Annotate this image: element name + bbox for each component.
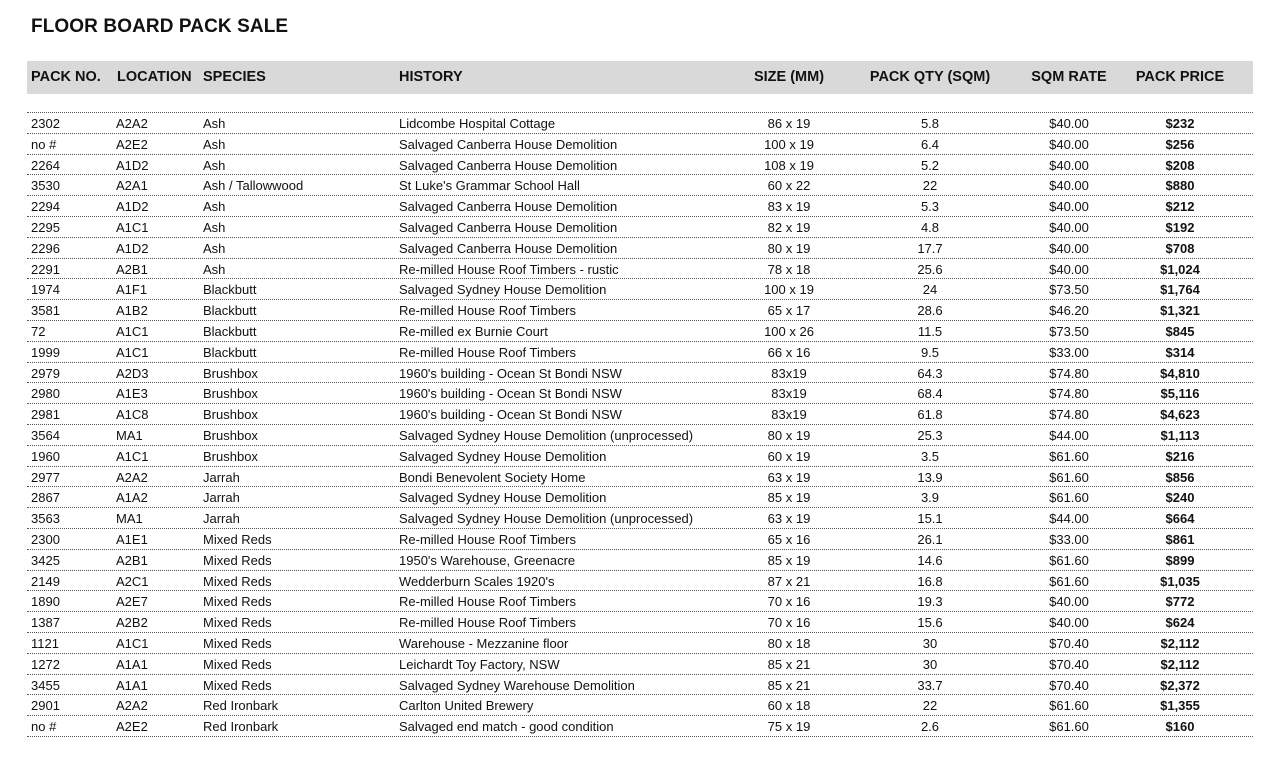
cell-size: 100 x 26 bbox=[764, 323, 814, 339]
cell-pack-price: $160 bbox=[1165, 719, 1195, 735]
cell-pack-no: 2291 bbox=[31, 261, 60, 277]
header-location: LOCATION bbox=[117, 69, 192, 85]
cell-species: Ash bbox=[203, 261, 226, 277]
cell-sqm-rate: $44.00 bbox=[1049, 511, 1089, 527]
cell-history: Re-milled House Roof Timbers - rustic bbox=[399, 261, 619, 277]
table-row bbox=[27, 675, 1253, 696]
cell-pack-no: 3564 bbox=[31, 427, 60, 443]
cell-species: Mixed Reds bbox=[203, 677, 272, 693]
cell-sqm-rate: $61.60 bbox=[1049, 719, 1089, 735]
cell-location: A1A1 bbox=[116, 656, 148, 672]
cell-species: Mixed Reds bbox=[203, 552, 272, 568]
cell-pack-price: $2,112 bbox=[1160, 635, 1200, 651]
cell-species: Jarrah bbox=[203, 511, 240, 527]
table-row bbox=[27, 217, 1253, 238]
cell-history: Salvaged Sydney Warehouse Demolition bbox=[399, 677, 635, 693]
cell-sqm-rate: $70.40 bbox=[1049, 635, 1089, 651]
cell-pack-price: $845 bbox=[1165, 323, 1195, 339]
table-row bbox=[27, 279, 1253, 300]
cell-location: A1B2 bbox=[116, 303, 148, 319]
cell-sqm-rate: $33.00 bbox=[1049, 531, 1089, 547]
cell-pack-qty: 15.1 bbox=[917, 511, 943, 527]
cell-sqm-rate: $61.60 bbox=[1049, 469, 1089, 485]
table-row bbox=[27, 591, 1253, 612]
header-pack-no: PACK NO. bbox=[31, 69, 101, 85]
cell-location: MA1 bbox=[116, 511, 143, 527]
cell-pack-price: $4,810 bbox=[1160, 365, 1200, 381]
cell-pack-no: 2979 bbox=[31, 365, 60, 381]
table-row bbox=[27, 175, 1253, 196]
cell-history: 1960's building - Ocean St Bondi NSW bbox=[399, 365, 622, 381]
table-row bbox=[27, 404, 1253, 425]
cell-size: 100 x 19 bbox=[764, 136, 814, 152]
cell-sqm-rate: $46.20 bbox=[1049, 303, 1089, 319]
table-header bbox=[27, 61, 1253, 94]
table-row bbox=[27, 342, 1253, 363]
cell-history: 1960's building - Ocean St Bondi NSW bbox=[399, 407, 622, 423]
cell-pack-no: 1387 bbox=[31, 615, 60, 631]
cell-history: Salvaged Canberra House Demolition bbox=[399, 199, 618, 215]
cell-pack-no: 3455 bbox=[31, 677, 60, 693]
cell-location: A2D3 bbox=[116, 365, 149, 381]
cell-pack-qty: 9.5 bbox=[920, 344, 940, 360]
table-row bbox=[27, 425, 1253, 446]
cell-pack-no: 2296 bbox=[31, 240, 60, 256]
cell-sqm-rate: $61.60 bbox=[1049, 448, 1089, 464]
cell-pack-no: 2977 bbox=[31, 469, 60, 485]
table-body bbox=[27, 112, 1253, 737]
table-row bbox=[27, 383, 1253, 404]
cell-pack-price: $1,024 bbox=[1160, 261, 1200, 277]
cell-location: A2B1 bbox=[116, 552, 148, 568]
cell-pack-qty: 5.8 bbox=[920, 116, 940, 131]
cell-size: 60 x 22 bbox=[767, 178, 811, 194]
table-row bbox=[27, 695, 1253, 716]
cell-pack-qty: 17.7 bbox=[917, 240, 943, 256]
cell-pack-qty: 25.3 bbox=[917, 427, 943, 443]
cell-pack-no: 1960 bbox=[31, 448, 60, 464]
cell-location: A1C1 bbox=[116, 323, 149, 339]
cell-species: Mixed Reds bbox=[203, 531, 272, 547]
cell-pack-no: 2264 bbox=[31, 157, 60, 173]
cell-pack-qty: 4.8 bbox=[920, 219, 940, 235]
table-row bbox=[27, 467, 1253, 488]
table-row bbox=[27, 363, 1253, 384]
cell-sqm-rate: $61.60 bbox=[1049, 698, 1089, 714]
cell-history: Salvaged Canberra House Demolition bbox=[399, 157, 618, 173]
cell-pack-qty: 61.8 bbox=[917, 407, 943, 423]
cell-location: A1C1 bbox=[116, 448, 149, 464]
cell-pack-price: $1,764 bbox=[1160, 282, 1200, 298]
cell-species: Ash bbox=[203, 219, 226, 235]
cell-pack-no: no # bbox=[31, 136, 57, 152]
cell-species: Jarrah bbox=[203, 490, 240, 506]
cell-species: Brushbox bbox=[203, 427, 258, 443]
cell-history: Salvaged Canberra House Demolition bbox=[399, 136, 618, 152]
cell-history: Salvaged Sydney House Demolition bbox=[399, 448, 607, 464]
cell-pack-qty: 16.8 bbox=[917, 573, 943, 589]
cell-pack-no: 1272 bbox=[31, 656, 60, 672]
cell-sqm-rate: $61.60 bbox=[1049, 573, 1089, 589]
cell-size: 70 x 16 bbox=[767, 615, 811, 631]
header-species: SPECIES bbox=[203, 69, 266, 85]
table-row bbox=[27, 134, 1253, 155]
cell-size: 70 x 16 bbox=[767, 594, 811, 610]
cell-pack-price: $256 bbox=[1165, 136, 1195, 152]
cell-location: A1D2 bbox=[116, 240, 149, 256]
cell-history: St Luke's Grammar School Hall bbox=[399, 178, 580, 194]
cell-size: 80 x 19 bbox=[767, 427, 811, 443]
cell-pack-no: 1121 bbox=[31, 635, 59, 651]
cell-species: Mixed Reds bbox=[203, 656, 272, 672]
cell-history: Salvaged Canberra House Demolition bbox=[399, 219, 618, 235]
cell-species: Brushbox bbox=[203, 407, 258, 423]
cell-pack-qty: 68.4 bbox=[917, 386, 943, 402]
cell-sqm-rate: $40.00 bbox=[1049, 219, 1089, 235]
cell-pack-qty: 22 bbox=[922, 178, 938, 194]
cell-pack-price: $240 bbox=[1165, 490, 1195, 506]
cell-pack-price: $1,355 bbox=[1160, 698, 1200, 714]
cell-sqm-rate: $70.40 bbox=[1049, 677, 1089, 693]
cell-sqm-rate: $73.50 bbox=[1049, 323, 1089, 339]
cell-sqm-rate: $74.80 bbox=[1049, 386, 1089, 402]
cell-pack-price: $314 bbox=[1165, 344, 1195, 360]
table-row bbox=[27, 654, 1253, 675]
cell-species: Ash bbox=[203, 240, 226, 256]
cell-pack-no: 3425 bbox=[31, 552, 60, 568]
cell-pack-qty: 33.7 bbox=[917, 677, 943, 693]
cell-sqm-rate: $61.60 bbox=[1049, 552, 1089, 568]
cell-history: Re-milled House Roof Timbers bbox=[399, 594, 577, 610]
cell-size: 83x19 bbox=[771, 386, 807, 402]
cell-species: Mixed Reds bbox=[203, 635, 272, 651]
cell-history: Salvaged Sydney House Demolition bbox=[399, 282, 607, 298]
cell-location: A2A2 bbox=[116, 116, 148, 131]
cell-pack-price: $624 bbox=[1165, 615, 1195, 631]
cell-pack-price: $1,321 bbox=[1160, 303, 1200, 319]
cell-pack-no: 2295 bbox=[31, 219, 60, 235]
cell-pack-price: $2,372 bbox=[1160, 677, 1200, 693]
cell-sqm-rate: $40.00 bbox=[1049, 116, 1089, 131]
cell-size: 60 x 18 bbox=[767, 698, 811, 714]
cell-size: 63 x 19 bbox=[767, 469, 811, 485]
cell-pack-price: $664 bbox=[1165, 511, 1195, 527]
cell-species: Blackbutt bbox=[203, 282, 257, 298]
table-row bbox=[27, 716, 1253, 737]
cell-species: Brushbox bbox=[203, 386, 258, 402]
cell-pack-no: 1999 bbox=[31, 344, 60, 360]
cell-location: A1C8 bbox=[116, 407, 149, 423]
table-row bbox=[27, 571, 1253, 592]
cell-pack-no: 3530 bbox=[31, 178, 60, 194]
cell-sqm-rate: $33.00 bbox=[1049, 344, 1089, 360]
cell-sqm-rate: $74.80 bbox=[1049, 365, 1089, 381]
cell-location: A2C1 bbox=[116, 573, 149, 589]
cell-location: A1D2 bbox=[116, 157, 149, 173]
cell-pack-qty: 25.6 bbox=[917, 261, 943, 277]
cell-species: Mixed Reds bbox=[203, 615, 272, 631]
cell-pack-no: 2981 bbox=[31, 407, 60, 423]
cell-sqm-rate: $40.00 bbox=[1049, 178, 1089, 194]
cell-size: 85 x 19 bbox=[767, 490, 811, 506]
cell-pack-price: $856 bbox=[1165, 469, 1195, 485]
cell-location: A1F1 bbox=[116, 282, 148, 298]
cell-history: Carlton United Brewery bbox=[399, 698, 534, 714]
cell-species: Brushbox bbox=[203, 365, 258, 381]
cell-sqm-rate: $40.00 bbox=[1049, 261, 1089, 277]
cell-location: A1C1 bbox=[116, 219, 149, 235]
cell-location: A2E7 bbox=[116, 594, 148, 610]
cell-history: Salvaged Canberra House Demolition bbox=[399, 240, 618, 256]
cell-size: 83x19 bbox=[771, 407, 807, 423]
cell-history: Salvaged end match - good condition bbox=[399, 719, 614, 735]
cell-size: 87 x 21 bbox=[767, 573, 811, 589]
cell-history: Re-milled ex Burnie Court bbox=[399, 323, 548, 339]
cell-pack-price: $2,112 bbox=[1160, 656, 1200, 672]
cell-pack-price: $861 bbox=[1165, 531, 1195, 547]
cell-location: A1E1 bbox=[116, 531, 148, 547]
table-row bbox=[27, 259, 1253, 280]
cell-pack-price: $772 bbox=[1165, 594, 1195, 610]
cell-sqm-rate: $74.80 bbox=[1049, 407, 1089, 423]
cell-species: Blackbutt bbox=[203, 323, 257, 339]
header-sqm-rate: SQM RATE bbox=[1031, 69, 1107, 85]
cell-sqm-rate: $73.50 bbox=[1049, 282, 1089, 298]
cell-history: Lidcombe Hospital Cottage bbox=[399, 116, 556, 131]
cell-location: A1A2 bbox=[116, 490, 148, 506]
cell-pack-no: 3563 bbox=[31, 511, 60, 527]
cell-location: A2E2 bbox=[116, 136, 148, 152]
cell-history: Re-milled House Roof Timbers bbox=[399, 344, 577, 360]
cell-pack-price: $899 bbox=[1165, 552, 1195, 568]
table-row bbox=[27, 196, 1253, 217]
cell-pack-price: $4,623 bbox=[1160, 407, 1200, 423]
cell-pack-price: $1,113 bbox=[1160, 427, 1200, 443]
cell-history: Bondi Benevolent Society Home bbox=[399, 469, 586, 485]
table-row bbox=[27, 508, 1253, 529]
cell-sqm-rate: $44.00 bbox=[1049, 427, 1089, 443]
cell-size: 66 x 16 bbox=[767, 344, 811, 360]
cell-pack-price: $208 bbox=[1165, 157, 1195, 173]
cell-pack-price: $216 bbox=[1165, 448, 1195, 464]
cell-size: 78 x 18 bbox=[767, 261, 811, 277]
cell-location: A1D2 bbox=[116, 199, 149, 215]
cell-location: MA1 bbox=[116, 427, 143, 443]
cell-history: Re-milled House Roof Timbers bbox=[399, 303, 577, 319]
cell-pack-price: $708 bbox=[1165, 240, 1195, 256]
table-row bbox=[27, 446, 1253, 467]
cell-sqm-rate: $40.00 bbox=[1049, 157, 1089, 173]
cell-size: 108 x 19 bbox=[764, 157, 814, 173]
cell-history: 1950's Warehouse, Greenacre bbox=[399, 552, 576, 568]
cell-pack-qty: 13.9 bbox=[917, 469, 943, 485]
cell-location: A2B1 bbox=[116, 261, 148, 277]
cell-size: 82 x 19 bbox=[767, 219, 811, 235]
cell-species: Mixed Reds bbox=[203, 594, 272, 610]
cell-pack-qty: 26.1 bbox=[917, 531, 943, 547]
cell-species: Red Ironbark bbox=[203, 719, 279, 735]
cell-size: 80 x 19 bbox=[767, 240, 811, 256]
cell-pack-qty: 3.9 bbox=[920, 490, 940, 506]
cell-pack-no: 2867 bbox=[31, 490, 60, 506]
cell-pack-price: $232 bbox=[1165, 116, 1195, 131]
cell-pack-no: 72 bbox=[31, 323, 46, 339]
cell-pack-qty: 30 bbox=[922, 635, 938, 651]
cell-history: Salvaged Sydney House Demolition bbox=[399, 490, 607, 506]
cell-pack-qty: 30 bbox=[922, 656, 938, 672]
cell-location: A1A1 bbox=[116, 677, 148, 693]
header-pack-price: PACK PRICE bbox=[1135, 69, 1225, 85]
table-row bbox=[27, 487, 1253, 508]
cell-history: Warehouse - Mezzanine floor bbox=[399, 635, 569, 651]
cell-pack-no: 2294 bbox=[31, 199, 60, 215]
cell-species: Ash / Tallowwood bbox=[203, 178, 304, 194]
cell-history: Salvaged Sydney House Demolition (unprocessed) bbox=[399, 427, 694, 443]
cell-sqm-rate: $40.00 bbox=[1049, 594, 1089, 610]
header-pack-qty: PACK QTY (SQM) bbox=[869, 69, 991, 85]
cell-location: A2B2 bbox=[116, 615, 148, 631]
cell-size: 63 x 19 bbox=[767, 511, 811, 527]
cell-pack-qty: 64.3 bbox=[917, 365, 943, 381]
header-history: HISTORY bbox=[399, 69, 463, 85]
cell-species: Brushbox bbox=[203, 448, 258, 464]
cell-pack-qty: 19.3 bbox=[917, 594, 943, 610]
cell-sqm-rate: $40.00 bbox=[1049, 199, 1089, 215]
cell-pack-no: 2300 bbox=[31, 531, 60, 547]
cell-size: 83x19 bbox=[771, 365, 807, 381]
table-row bbox=[27, 550, 1253, 571]
table-row bbox=[27, 238, 1253, 259]
cell-pack-qty: 28.6 bbox=[917, 303, 943, 319]
cell-size: 80 x 18 bbox=[767, 635, 811, 651]
cell-species: Blackbutt bbox=[203, 344, 257, 360]
cell-species: Ash bbox=[203, 116, 226, 131]
cell-pack-qty: 22 bbox=[922, 698, 938, 714]
cell-species: Mixed Reds bbox=[203, 573, 272, 589]
cell-size: 85 x 21 bbox=[767, 656, 811, 672]
cell-species: Blackbutt bbox=[203, 303, 257, 319]
cell-size: 60 x 19 bbox=[767, 448, 811, 464]
cell-size: 100 x 19 bbox=[764, 282, 814, 298]
cell-pack-qty: 3.5 bbox=[920, 448, 940, 464]
cell-location: A1C1 bbox=[116, 635, 149, 651]
cell-size: 86 x 19 bbox=[767, 116, 811, 131]
cell-species: Ash bbox=[203, 136, 226, 152]
cell-sqm-rate: $40.00 bbox=[1049, 240, 1089, 256]
cell-pack-price: $5,116 bbox=[1160, 386, 1200, 402]
cell-location: A2A2 bbox=[116, 698, 148, 714]
cell-sqm-rate: $61.60 bbox=[1049, 490, 1089, 506]
cell-sqm-rate: $40.00 bbox=[1049, 615, 1089, 631]
cell-pack-no: 3581 bbox=[31, 303, 60, 319]
table-row bbox=[27, 612, 1253, 633]
cell-location: A1E3 bbox=[116, 386, 148, 402]
cell-pack-price: $880 bbox=[1165, 178, 1195, 194]
cell-pack-qty: 11.5 bbox=[917, 323, 943, 339]
cell-species: Jarrah bbox=[203, 469, 240, 485]
table-row bbox=[27, 529, 1253, 550]
cell-location: A2A1 bbox=[116, 178, 148, 194]
cell-history: 1960's building - Ocean St Bondi NSW bbox=[399, 386, 622, 402]
cell-pack-no: no # bbox=[31, 719, 57, 735]
cell-size: 65 x 17 bbox=[767, 303, 811, 319]
cell-sqm-rate: $70.40 bbox=[1049, 656, 1089, 672]
page-title: FLOOR BOARD PACK SALE bbox=[31, 16, 289, 37]
cell-pack-qty: 24 bbox=[922, 282, 938, 298]
table-row bbox=[27, 155, 1253, 176]
cell-pack-qty: 14.6 bbox=[917, 552, 943, 568]
cell-pack-price: $192 bbox=[1165, 219, 1195, 235]
cell-pack-price: $212 bbox=[1165, 199, 1195, 215]
cell-location: A1C1 bbox=[116, 344, 149, 360]
cell-history: Re-milled House Roof Timbers bbox=[399, 615, 577, 631]
cell-location: A2A2 bbox=[116, 469, 148, 485]
table-row bbox=[27, 113, 1253, 134]
cell-size: 85 x 19 bbox=[767, 552, 811, 568]
cell-pack-no: 2901 bbox=[31, 698, 60, 714]
cell-size: 65 x 16 bbox=[767, 531, 811, 547]
cell-pack-qty: 5.3 bbox=[920, 199, 940, 215]
cell-species: Ash bbox=[203, 199, 226, 215]
cell-history: Leichardt Toy Factory, NSW bbox=[399, 656, 560, 672]
cell-pack-no: 1890 bbox=[31, 594, 60, 610]
cell-history: Wedderburn Scales 1920's bbox=[399, 573, 555, 589]
table-row bbox=[27, 633, 1253, 654]
cell-species: Ash bbox=[203, 157, 226, 173]
cell-size: 83 x 19 bbox=[767, 199, 811, 215]
cell-pack-no: 2980 bbox=[31, 386, 60, 402]
cell-pack-no: 1974 bbox=[31, 282, 60, 298]
cell-size: 85 x 21 bbox=[767, 677, 811, 693]
header-size: SIZE (MM) bbox=[753, 69, 825, 85]
cell-pack-qty: 5.2 bbox=[920, 157, 940, 173]
table-row bbox=[27, 321, 1253, 342]
cell-history: Salvaged Sydney House Demolition (unprocessed) bbox=[399, 511, 694, 527]
cell-pack-qty: 15.6 bbox=[917, 615, 943, 631]
table-row bbox=[27, 300, 1253, 321]
cell-sqm-rate: $40.00 bbox=[1049, 136, 1089, 152]
cell-species: Red Ironbark bbox=[203, 698, 279, 714]
cell-location: A2E2 bbox=[116, 719, 148, 735]
cell-pack-price: $1,035 bbox=[1160, 573, 1200, 589]
cell-pack-qty: 2.6 bbox=[920, 719, 940, 735]
cell-history: Re-milled House Roof Timbers bbox=[399, 531, 577, 547]
cell-pack-no: 2149 bbox=[31, 573, 60, 589]
cell-size: 75 x 19 bbox=[767, 719, 811, 735]
cell-pack-no: 2302 bbox=[31, 116, 60, 131]
cell-pack-qty: 6.4 bbox=[920, 136, 940, 152]
